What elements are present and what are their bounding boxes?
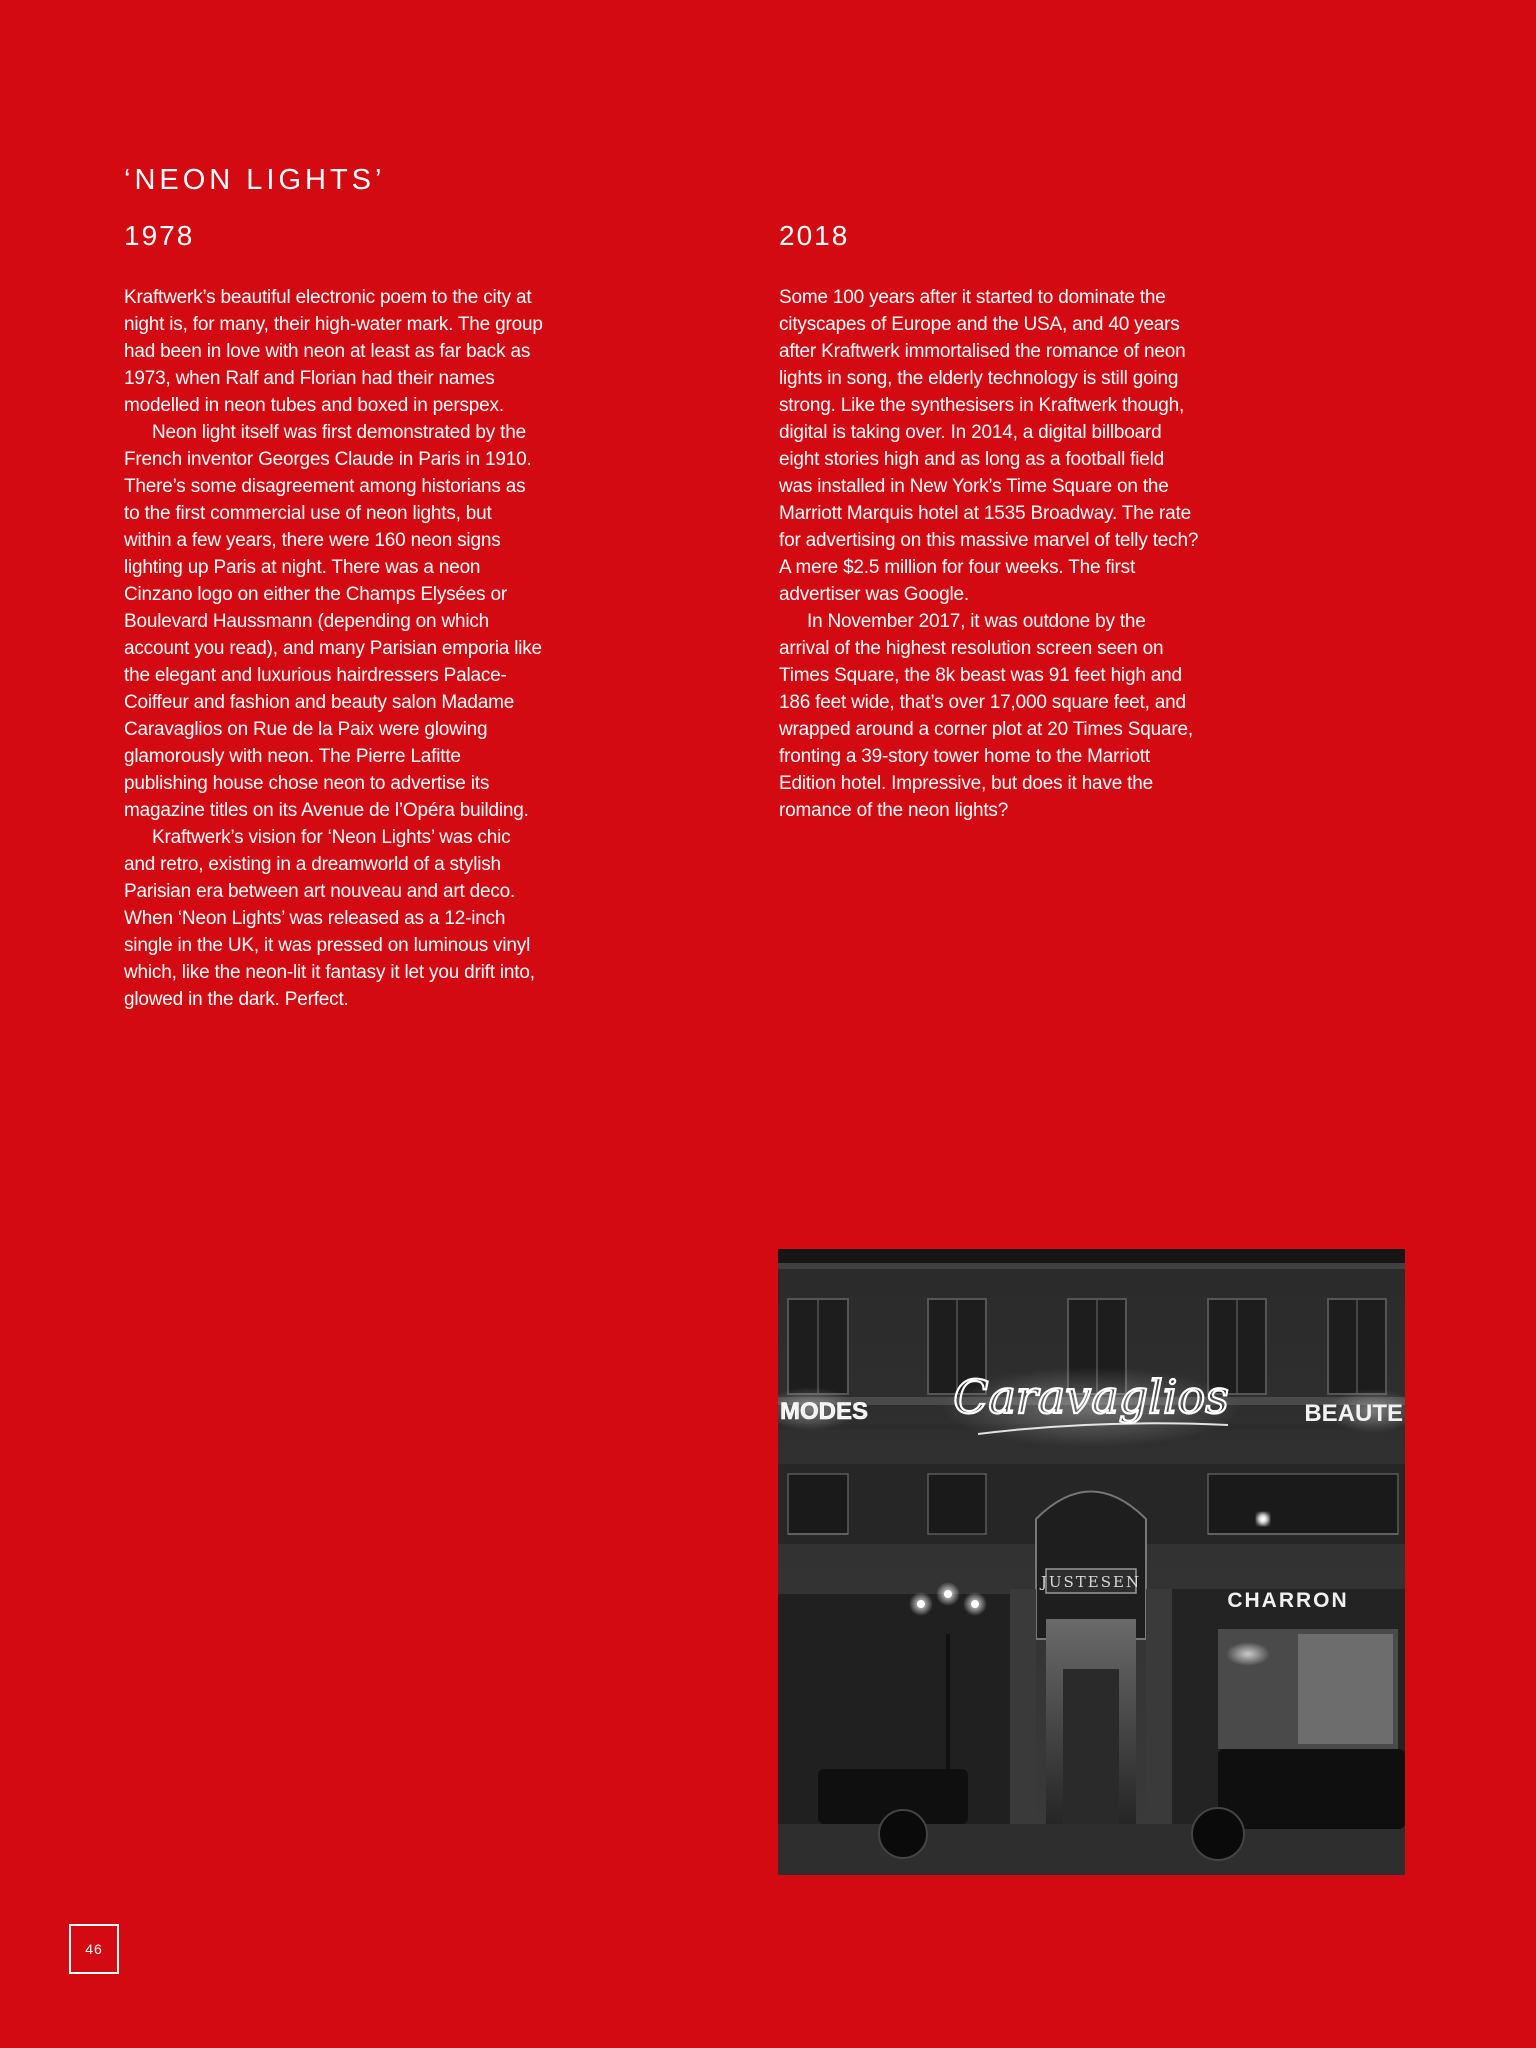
- sign-justesen: JUSTESEN: [1040, 1573, 1142, 1591]
- paragraph: Neon light itself was first demonstrated by the French inventor Georges Claude in Paris in 1910. There’s some disagreement among historians as to the first commercial use of neon lights, but within a few years, there were 160 neon signs lighting up Paris at night. There was a neon Cinzano logo on either the Champs Elysées or Boulevard Haussmann (depending on which account you read), and many Parisian emporia like the elegant and luxurious hairdressers Palace-Coiffeur and fashion and beauty salon Madame Caravaglios on Rue de la Paix were glowing glamorously with neon. The Pierre Lafitte publishing house chose neon to advertise its magazine titles on its Avenue de l’Opéra building.: [124, 422, 542, 821]
- year-heading-1978: 1978: [124, 220, 195, 251]
- page-number: 46: [69, 1924, 119, 1974]
- sign-caravaglios: Caravaglios: [953, 1370, 1229, 1424]
- sign-modes: MODES: [780, 1398, 869, 1425]
- neon-storefront-photo: [778, 1249, 1405, 1875]
- paragraph: Some 100 years after it started to dominate the cityscapes of Europe and the USA, and 40 years after Kraftwerk immortalised the romance of neon lights in song, the elderly technology is still going strong. Like the synthesisers in Kraftwerk though, digital is taking over. In 2014, a digital billboard eight stories high and as long as a football field was installed in New York’s Time Square on the Marriott Marquis hotel at 1535 Broadway. The rate for advertising on this massive marvel of telly tech? A mere $2.5 million for four weeks. The first advertiser was Google.: [779, 287, 1199, 605]
- paragraph: In November 2017, it was outdone by the arrival of the highest resolution screen seen on Times Square, the 8k beast was 91 feet high and 186 feet wide, that’s over 17,000 square feet, and wrapped around a corner plot at 20 Times Square, fronting a 39-story tower home to the Marriott Edition hotel. Impressive, but does it have the romance of the neon lights?: [779, 611, 1193, 821]
- page-heading: ‘NEON LIGHTS’: [124, 164, 386, 196]
- paragraph: Kraftwerk’s beautiful electronic poem to the city at night is, for many, their high-water mark. The group had been in love with neon at least as far back as 1973, when Ralf and Florian had their names modelled in neon tubes and boxed in perspex.: [124, 287, 543, 416]
- column-1978: [124, 220, 544, 1013]
- sign-beaute: BEAUTE: [1304, 1400, 1403, 1427]
- paragraph: Kraftwerk’s vision for ‘Neon Lights’ was chic and retro, existing in a dreamworld of a stylish Parisian era between art nouveau and art deco. When ‘Neon Lights’ was released as a 12-inch single in the UK, it was pressed on luminous vinyl which, like the neon-lit it fantasy it let you drift into, glowed in the dark. Perfect.: [124, 827, 535, 1010]
- column-2018: [779, 220, 1199, 824]
- sign-charron: CHARRON: [1227, 1589, 1349, 1612]
- storefront-illustration: [778, 1249, 1405, 1875]
- year-heading-2018: 2018: [779, 220, 850, 251]
- cornice: [778, 1249, 1405, 1263]
- arched-entrance: [1036, 1492, 1146, 1640]
